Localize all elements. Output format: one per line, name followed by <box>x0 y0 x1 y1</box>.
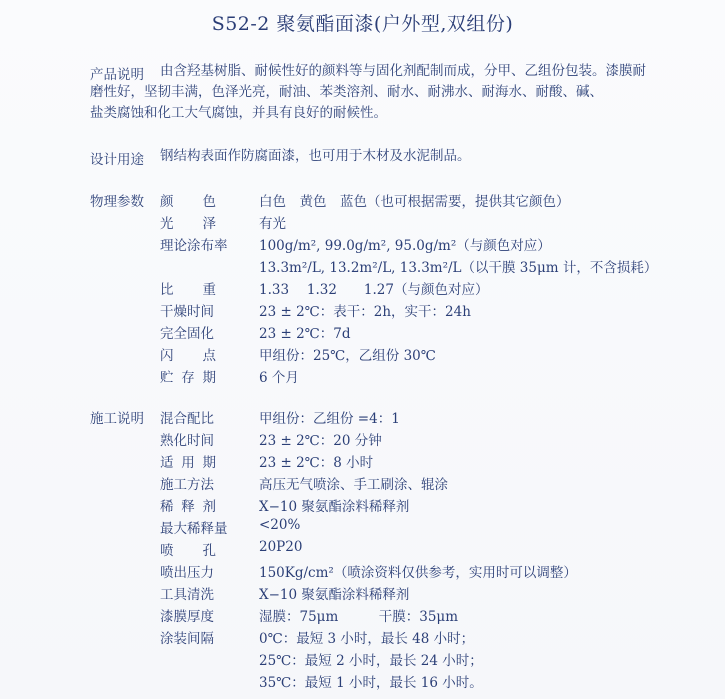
param-value: <20% <box>259 517 301 533</box>
param-value: 有光 <box>259 216 286 232</box>
param-key: 干燥时间 <box>160 304 214 320</box>
param-value: 0℃：最短 3 小时，最长 48 小时； <box>259 631 475 647</box>
param-value: 23 ± 2℃：8 小时 <box>259 455 374 471</box>
param-value: 白色 黄色 蓝色（也可根据需要，提供其它颜色） <box>259 194 570 210</box>
param-key: 施工方法 <box>160 477 214 493</box>
physical-label: 物理参数 <box>90 194 144 210</box>
param-value: 甲组份：乙组份 =4：1 <box>259 411 400 427</box>
param-value: 23 ± 2℃：7d <box>259 326 351 342</box>
param-key: 贮存期 <box>160 370 216 386</box>
param-value: 23 ± 2℃：表干：2h，实干：24h <box>259 304 471 320</box>
param-value: 高压无气喷涂、手工刷涂、辊涂 <box>259 477 448 493</box>
param-key: 喷孔 <box>160 543 216 559</box>
param-value: 25℃：最短 2 小时，最长 24 小时； <box>259 653 483 669</box>
param-key: 熟化时间 <box>160 433 214 449</box>
param-value: 6 个月 <box>259 370 299 386</box>
param-key: 光泽 <box>160 216 216 232</box>
document-title: S52-2 聚氨酯面漆(户外型,双组份) <box>211 13 514 35</box>
application-label: 施工说明 <box>90 411 144 427</box>
param-value: 13.3m²/L, 13.2m²/L, 13.3m²/L（以干膜 35μm 计，不含损耗） <box>259 260 658 276</box>
product-line: 盐类腐蚀和化工大气腐蚀，并具有良好的耐候性。 <box>90 105 387 121</box>
product-line: 由含羟基树脂、耐候性好的颜料等与固化剂配制而成，分甲、乙组份包装。漆膜耐 <box>160 63 646 79</box>
product-label: 产品说明 <box>90 67 144 83</box>
param-key: 工具清洗 <box>160 587 214 603</box>
param-value: X−10 聚氨酯涂料稀释剂 <box>259 587 410 603</box>
param-value: 湿膜：75μm 干膜：35μm <box>259 609 459 625</box>
param-key: 比重 <box>160 282 216 298</box>
param-key: 完全固化 <box>160 326 214 342</box>
design-text: 钢结构表面作防腐面漆，也可用于木材及水泥制品。 <box>160 148 471 164</box>
param-key: 理论涂布率 <box>160 238 228 254</box>
param-key: 混合配比 <box>160 411 214 427</box>
param-key: 适用期 <box>160 455 216 471</box>
param-value: 甲组份：25℃，乙组份 30℃ <box>259 348 436 364</box>
param-value: X−10 聚氨酯涂料稀释剂 <box>259 499 410 515</box>
param-key: 涂装间隔 <box>160 631 214 647</box>
param-value: 1.33 1.32 1.27（与颜色对应） <box>259 282 489 298</box>
param-value: 150Kg/cm²（喷涂资料仅供参考，实用时可以调整） <box>259 565 577 581</box>
param-key: 漆膜厚度 <box>160 609 214 625</box>
param-key: 稀释剂 <box>160 499 216 515</box>
param-value: 23 ± 2℃：20 分钟 <box>259 433 382 449</box>
param-key: 喷出压力 <box>160 565 214 581</box>
param-key: 颜色 <box>160 194 216 210</box>
param-key: 最大稀释量 <box>160 521 228 537</box>
param-value: 100g/m², 99.0g/m², 95.0g/m²（与颜色对应） <box>259 238 551 254</box>
param-key: 闪点 <box>160 348 216 364</box>
design-label: 设计用途 <box>90 152 144 168</box>
param-value: 20P20 <box>259 539 303 555</box>
product-line: 磨性好，坚韧丰满，色泽光亮，耐油、苯类溶剂、耐水、耐沸水、耐海水、耐酸、碱、 <box>90 84 603 100</box>
param-value: 35℃：最短 1 小时，最长 16 小时。 <box>259 675 483 691</box>
